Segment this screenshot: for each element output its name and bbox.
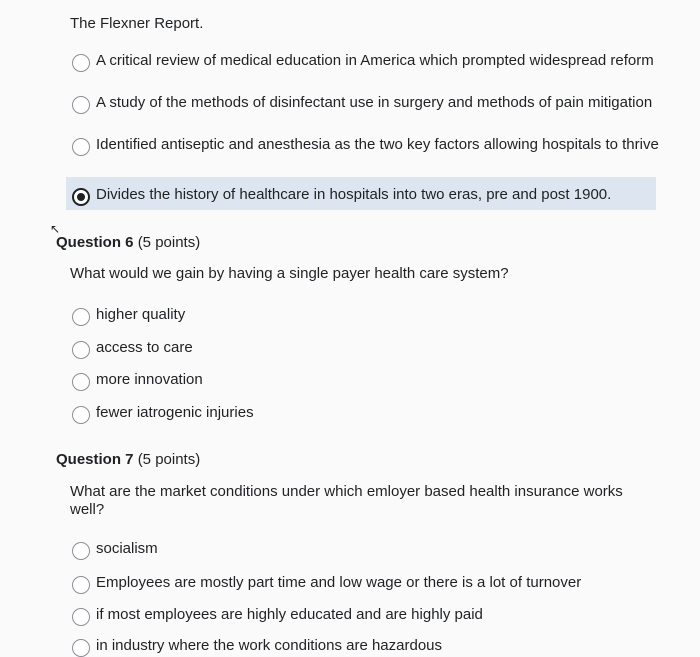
radio-button[interactable] bbox=[72, 608, 90, 626]
q5-option-3[interactable] bbox=[72, 136, 672, 156]
option-label: A critical review of medical education in America which prompted widespread reform bbox=[96, 52, 654, 69]
question-points: (5 points) bbox=[137, 451, 201, 468]
option-label: more innovation bbox=[96, 371, 203, 388]
radio-button[interactable] bbox=[72, 341, 90, 359]
radio-button-selected[interactable] bbox=[72, 188, 90, 206]
q6-option-4[interactable] bbox=[72, 404, 672, 424]
radio-button[interactable] bbox=[72, 308, 90, 326]
option-label: access to care bbox=[96, 339, 193, 356]
question-7-header bbox=[56, 451, 200, 468]
question-6-header bbox=[56, 234, 200, 251]
option-label: Divides the history of healthcare in hospitals into two eras, pre and post 1900. bbox=[96, 186, 612, 203]
q6-option-2[interactable] bbox=[72, 339, 672, 359]
radio-button[interactable] bbox=[72, 96, 90, 114]
option-label: socialism bbox=[96, 540, 158, 557]
option-label: higher quality bbox=[96, 306, 186, 323]
question-7-prompt: What are the market conditions under which emloyer based health insurance works well? bbox=[70, 483, 623, 518]
question-points: (5 points) bbox=[137, 234, 201, 251]
radio-button[interactable] bbox=[72, 542, 90, 560]
q5-option-2[interactable] bbox=[72, 94, 672, 114]
option-label: Identified antiseptic and anesthesia as the two key factors allowing hospitals to thrive bbox=[96, 136, 659, 153]
q5-option-4[interactable] bbox=[72, 186, 672, 206]
q7-option-1[interactable] bbox=[72, 540, 672, 560]
option-label: fewer iatrogenic injuries bbox=[96, 404, 254, 421]
question-title: Question 6 bbox=[56, 234, 134, 251]
radio-button[interactable] bbox=[72, 373, 90, 391]
radio-button[interactable] bbox=[72, 138, 90, 156]
option-label: if most employees are highly educated and are highly paid bbox=[96, 606, 483, 623]
question-5-prompt: The Flexner Report. bbox=[70, 15, 204, 32]
radio-button[interactable] bbox=[72, 406, 90, 424]
radio-button[interactable] bbox=[72, 54, 90, 72]
option-label: A study of the methods of disinfectant use in surgery and methods of pain mitigation bbox=[96, 94, 653, 111]
option-label: in industry where the work conditions are hazardous bbox=[96, 637, 443, 654]
q7-option-2[interactable] bbox=[72, 574, 672, 594]
question-6-prompt: What would we gain by having a single payer health care system? bbox=[70, 265, 509, 282]
q6-option-3[interactable] bbox=[72, 371, 672, 391]
option-label: Employees are mostly part time and low wage or there is a lot of turnover bbox=[96, 574, 582, 591]
question-title: Question 7 bbox=[56, 451, 134, 468]
q6-option-1[interactable] bbox=[72, 306, 672, 326]
q5-option-1[interactable] bbox=[72, 52, 672, 72]
radio-button[interactable] bbox=[72, 576, 90, 594]
q7-option-4[interactable] bbox=[72, 637, 672, 657]
mouse-cursor-icon: ↖ bbox=[50, 222, 61, 236]
radio-button[interactable] bbox=[72, 639, 90, 657]
q7-option-3[interactable] bbox=[72, 606, 672, 626]
